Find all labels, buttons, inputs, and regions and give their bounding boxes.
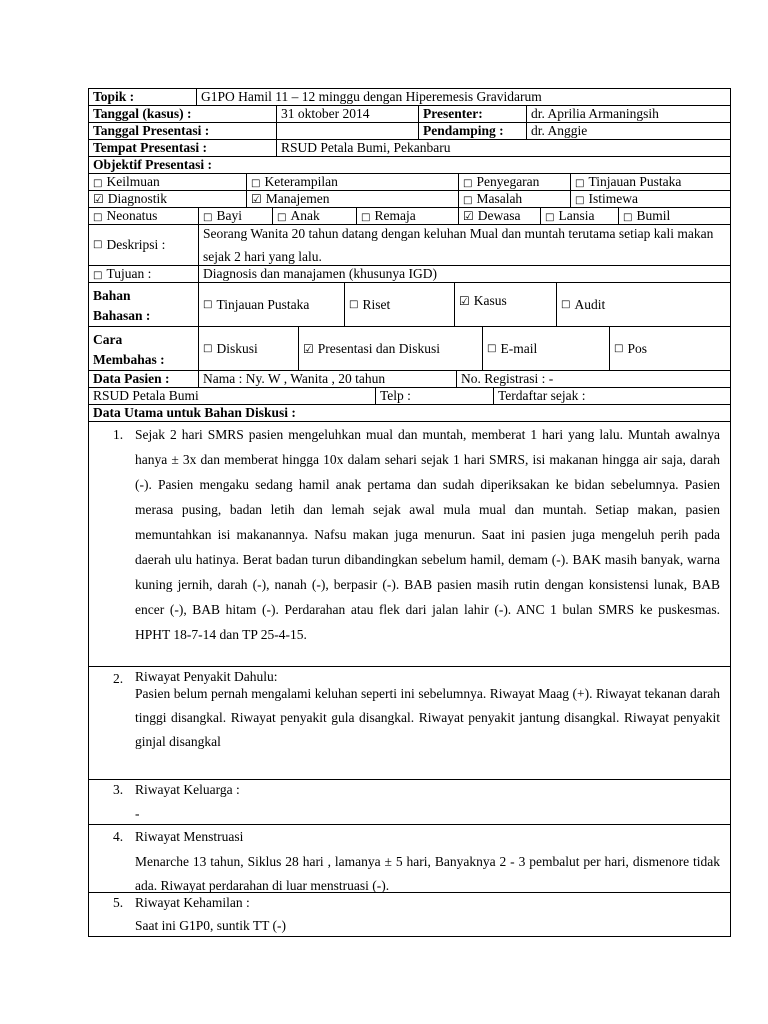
row-bahan-bahasan (88, 282, 731, 326)
option-label: Kasus (473, 293, 507, 308)
bahan-label-1: Bahan (93, 288, 131, 303)
checkbox-icon[interactable]: □ (575, 195, 585, 206)
option-label: Remaja (374, 208, 416, 223)
bahan-label-cell (89, 283, 199, 326)
option-label: Penyegaran (476, 174, 540, 189)
option-cara-diskusi[interactable] (199, 327, 299, 370)
row-data-utama (88, 404, 731, 421)
checkbox-icon[interactable]: □ (561, 298, 571, 310)
cara-label-cell (89, 327, 199, 370)
item-text: Sejak 2 hari SMRS pasien mengeluhkan mual dan muntah, memberat 1 hari yang lalu. Muntah awalnya hanya ± 3x dan memberat hingga 10x dalam sehari sejak 1 hari SMRS, isi makanan hingga air saja, darah (-). Pasien mengaku sedang hamil anak pertama dan sudah diperiksakan ke bidan sebelumnya. Pasien merasa pusing, badan letih dan lemah sejak awal mula mual dan muntah. Setiap makan, pasien memuntahkan isi makanannya. Nafsu makan juga menurun. Saat ini pasien juga mengeluh perih pada daerah ulu hatinya. Berat badan turun dibandingkan sebelum hamil, demam (-). BAK masih banyak, warna kuning jernih, darah (-), nanah (-), berpasir (-). BAB pasien masih rutin dengan konsistensi lunak, BAB encer (-), BAB hitam (-). Perdarahan atau flek dari jalan lahir (-). ANC 1 bulan SMRS ke puskesmas. HPHT 18-7-14 dan TP 25-4-15. (135, 427, 720, 642)
checkbox-icon[interactable]: □ (545, 212, 555, 223)
option-tinjauan-pustaka[interactable] (571, 174, 730, 190)
pasien-label: Data Pasien : (89, 371, 199, 387)
pasien-terdaftar: Terdaftar sejak : (498, 388, 586, 403)
checkbox-icon[interactable]: □ (349, 298, 359, 310)
option-cara-email[interactable] (483, 327, 610, 370)
option-keilmuan[interactable] (89, 174, 247, 190)
topik-label: Topik : (89, 89, 197, 105)
pasien-registrasi: No. Registrasi : - (461, 371, 554, 386)
item-text: Saat ini G1P0, suntik TT (-) (135, 918, 286, 933)
checkbox-checked-icon[interactable]: ☑ (251, 192, 262, 206)
item-title: Riwayat Keluarga : (135, 782, 240, 797)
deskripsi-label-cell (89, 225, 199, 265)
option-label: Tinjauan Pustaka (216, 296, 310, 312)
checkbox-icon[interactable]: □ (277, 212, 287, 223)
option-keterampilan[interactable] (247, 174, 459, 190)
row-rs (88, 387, 731, 404)
list-item (88, 892, 731, 937)
item-title: Riwayat Menstruasi (135, 829, 244, 844)
option-cara-presentasi[interactable] (299, 327, 483, 370)
option-label: Bayi (216, 208, 242, 223)
option-label: Anak (290, 208, 320, 223)
item-number: 2. (113, 671, 124, 686)
checkbox-checked-icon[interactable]: ☑ (463, 209, 474, 223)
list-item (88, 824, 731, 892)
checkbox-icon[interactable]: □ (614, 342, 624, 354)
tanggal-presentasi-label: Tanggal Presentasi : (89, 123, 277, 139)
row-objektif-2 (88, 190, 731, 207)
checkbox-icon[interactable]: □ (251, 178, 261, 189)
option-bahan-audit[interactable] (557, 283, 730, 326)
item-text: Pasien belum pernah mengalami keluhan seperti ini sebelumnya. Riwayat Maag (+). Riwayat tekanan darah tinggi disangkal. Riwayat penyakit gula disangkal. Riwayat penyakit jantung disangkal. Riwayat penyakit ginjal disangkal (135, 686, 720, 749)
pasien-telp: Telp : (376, 388, 494, 404)
pendamping-value: dr. Anggie (531, 123, 588, 138)
row-tanggal-kasus (88, 105, 731, 122)
option-bahan-riset[interactable] (345, 283, 455, 326)
option-label: Diagnostik (107, 191, 168, 206)
data-utama-label: Data Utama untuk Bahan Diskusi : (93, 405, 296, 420)
checkbox-icon[interactable]: □ (93, 212, 103, 223)
option-label: Lansia (558, 208, 595, 223)
checkbox-icon[interactable]: □ (623, 212, 633, 223)
bahan-label-2: Bahasan : (93, 308, 151, 323)
option-label: E-mail (500, 340, 538, 356)
checkbox-icon[interactable]: □ (463, 195, 473, 206)
checkbox-checked-icon[interactable]: ☑ (459, 294, 470, 308)
row-cara-membahas (88, 326, 731, 370)
pendamping-label: Pendamping : (419, 123, 527, 139)
presenter-label: Presenter: (419, 106, 527, 122)
checkbox-icon[interactable]: □ (575, 178, 585, 189)
checkbox-icon[interactable]: □ (487, 342, 497, 354)
tujuan-label: Tujuan : (106, 266, 152, 281)
row-topik (88, 88, 731, 105)
option-label: Keterampilan (264, 174, 338, 189)
presentation-form (88, 88, 731, 937)
row-objektif-label (88, 156, 731, 173)
option-label: Audit (574, 296, 606, 312)
pasien-nama: Nama : Ny. W , Wanita , 20 tahun (199, 371, 457, 387)
item-title: Riwayat Kehamilan : (135, 895, 250, 910)
item-text: - (135, 806, 140, 821)
item-number: 3. (113, 782, 124, 797)
checkbox-icon[interactable]: □ (93, 239, 103, 250)
option-cara-pos[interactable] (610, 327, 730, 370)
list-item (88, 421, 731, 666)
checkbox-icon[interactable]: □ (203, 212, 213, 223)
option-label: Masalah (476, 191, 523, 206)
tujuan-value: Diagnosis dan manajamen (khusunya IGD) (203, 266, 437, 281)
option-istimewa[interactable] (571, 191, 730, 207)
option-diagnostik[interactable] (89, 191, 247, 207)
cara-label-1: Cara (93, 332, 123, 347)
tanggal-presentasi-value (277, 123, 419, 139)
option-label: Tinjauan Pustaka (588, 174, 682, 189)
option-label: Neonatus (106, 208, 158, 223)
option-bahan-kasus[interactable] (455, 283, 557, 326)
option-masalah[interactable] (459, 191, 571, 207)
row-tempat (88, 139, 731, 156)
tanggal-kasus-label: Tanggal (kasus) : (89, 106, 277, 122)
presenter-value: dr. Aprilia Armaningsih (531, 106, 659, 121)
option-label: Istimewa (588, 191, 638, 206)
item-text: Menarche 13 tahun, Siklus 28 hari , lamanya ± 5 hari, Banyaknya 2 - 3 pembalut per hari, dismenore tidak ada. Riwayat perdarahan di luar menstruasi (-). (135, 854, 720, 893)
option-label: Dewasa (477, 208, 521, 223)
checkbox-icon[interactable]: □ (93, 178, 103, 189)
deskripsi-value: Seorang Wanita 20 tahun datang dengan keluhan Mual dan muntah terutama setiap kali makan sejak 2 hari yang lalu. (203, 226, 714, 264)
item-number: 5. (113, 895, 124, 910)
option-label: Bumil (636, 208, 671, 223)
row-data-pasien (88, 370, 731, 387)
option-penyegaran[interactable] (459, 174, 571, 190)
tempat-label: Tempat Presentasi : (89, 140, 277, 156)
checkbox-icon[interactable]: □ (463, 178, 473, 189)
list-item (88, 779, 731, 824)
row-objektif-1 (88, 173, 731, 190)
row-tanggal-presentasi (88, 122, 731, 139)
pasien-rs: RSUD Petala Bumi (89, 388, 376, 404)
checkbox-icon[interactable]: □ (203, 298, 213, 310)
checkbox-checked-icon[interactable]: ☑ (303, 341, 314, 356)
objektif-label: Objektif Presentasi : (93, 157, 212, 172)
option-bahan-tinjauan[interactable] (199, 283, 345, 326)
item-title: Riwayat Penyakit Dahulu: (135, 669, 278, 684)
option-manajemen[interactable] (247, 191, 459, 207)
topik-value: G1PO Hamil 11 – 12 minggu dengan Hiperemesis Gravidarum (201, 89, 542, 104)
option-label: Riset (362, 296, 391, 312)
checkbox-icon[interactable]: □ (203, 342, 213, 354)
item-number: 1. (113, 427, 124, 442)
option-label: Presentasi dan Diskusi (317, 340, 441, 356)
option-label: Diskusi (216, 340, 258, 356)
checkbox-checked-icon[interactable]: ☑ (93, 192, 104, 206)
option-neonatus[interactable] (89, 208, 199, 224)
option-label: Keilmuan (106, 174, 160, 189)
list-item (88, 666, 731, 779)
checkbox-icon[interactable]: □ (93, 270, 103, 281)
cara-label-2: Membahas : (93, 352, 165, 367)
row-deskripsi (88, 224, 731, 265)
checkbox-icon[interactable]: □ (361, 212, 371, 223)
tempat-value: RSUD Petala Bumi, Pekanbaru (281, 140, 451, 155)
tujuan-label-cell (89, 266, 199, 282)
row-tujuan (88, 265, 731, 282)
option-label: Pos (627, 340, 647, 356)
tanggal-kasus-value: 31 oktober 2014 (277, 106, 419, 122)
option-label: Manajemen (265, 191, 330, 206)
item-number: 4. (113, 829, 124, 844)
deskripsi-label: Deskripsi : (106, 237, 166, 252)
